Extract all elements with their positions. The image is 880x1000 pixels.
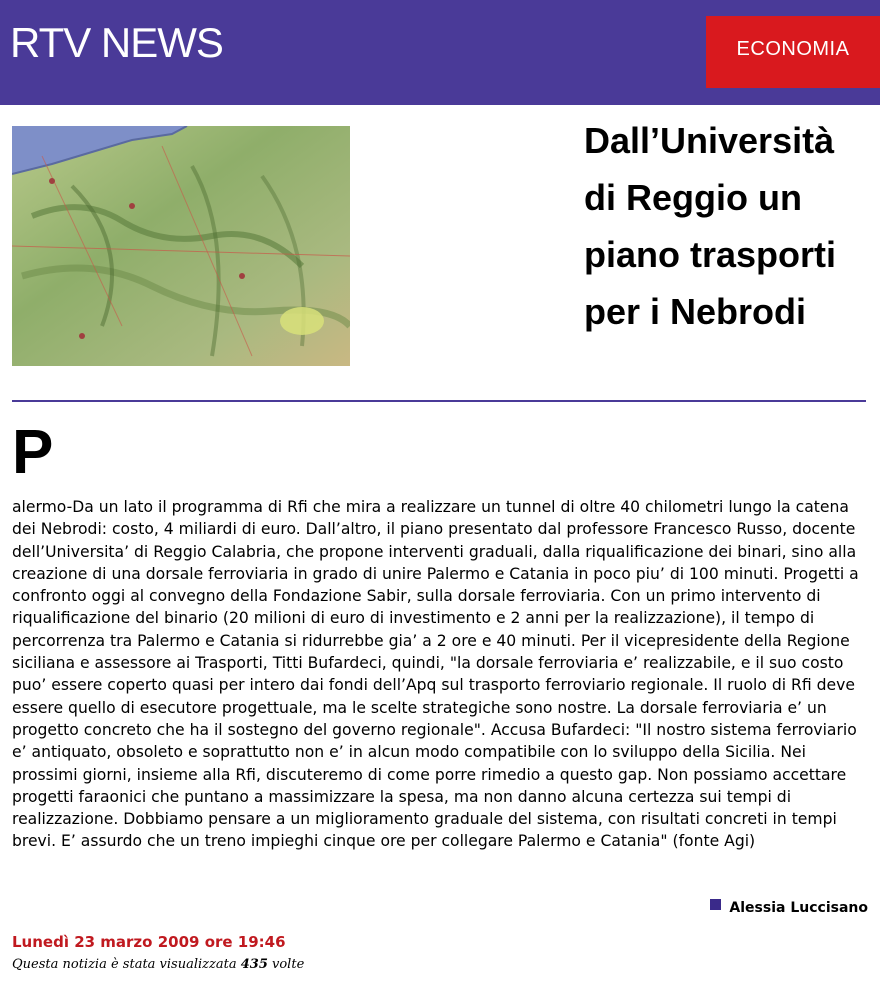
section-tag[interactable] [706, 16, 880, 88]
views-suffix: volte [272, 957, 305, 972]
time-text: ore 19:46 [204, 933, 286, 951]
views-counter [12, 957, 304, 972]
drop-cap: P [12, 418, 54, 487]
views-count: 435 [240, 957, 268, 972]
publish-date [12, 933, 286, 951]
section-label: ECONOMIA [736, 38, 850, 60]
brand-logo[interactable]: RTV NEWS [10, 19, 223, 66]
byline [710, 900, 868, 916]
date-text: Lunedì 23 marzo 2009 [12, 933, 200, 951]
author-name: Alessia Luccisano [729, 900, 868, 916]
article-title: Dall’Università di Reggio un piano trasporti per i Nebrodi [584, 120, 837, 332]
bullet-square-icon [710, 899, 721, 910]
divider [12, 400, 866, 402]
article-body: alermo-Da un lato il programma di Rfi che mira a realizzare un tunnel di oltre 40 chilometri lungo la catena dei Nebrodi: costo, 4 miliardi di euro. Dall’altro, il piano presentato dal professore Francesco Russo, docente dell’Universita’ di Reggio Calabria, che propone interventi graduali, dalla riqualificazione dei binari, sino alla creazione di una dorsale ferroviaria in grado di unire Palermo e Catania in poco piu’ di 100 minuti. Progetti a confronto oggi al convegno della Fondazione Sabir, sulla dorsale ferroviaria. Con un primo intervento di riqualificazione del binario (20 milioni di euro di investimento e 2 anni per la realizzazione), il tempo di percorrenza tra Palermo e Catania si ridurrebbe gia’ a 2 ore e 40 minuti. Per il vicepresidente della Regione siciliana e assessore ai Trasporti, Titti Bufardeci, quindi, "la dorsale ferroviaria e’ realizzabile, e il suo costo puo’ essere coperto quasi per intero dai fondi dell’Apq sul trasporto ferroviario regionale. Il ruolo di Rfi deve essere quello di esecutore progettuale, ma le scelte strategiche sono nostre. La dorsale ferroviaria e’ un progetto concreto che ha il sostegno del governo regionale". Accusa Bufardeci: "Il nostro sistema ferroviario e’ antiquato, obsoleto e soprattutto non e’ in alcun modo compatibile con lo sviluppo della Sicilia. Nei prossimi giorni, insieme alla Rfi, discuteremo di come porre rimedio a questo gap. Non possiamo accettare progetti faraonici che puntano a massimizzare la spesa, ma non danno alcuna certezza sui tempi di realizzazione. Dobbiamo pensare a un miglioramento graduale del sistema, con risultati concreti in tempi brevi. E’ assurdo che un treno impieghi cinque ore per collegare Palermo e Catania" (fonte Agi) [12, 498, 859, 851]
relief-map-image [12, 126, 350, 366]
views-prefix: Questa notizia è stata visualizzata [12, 957, 237, 972]
site-header [0, 0, 880, 105]
